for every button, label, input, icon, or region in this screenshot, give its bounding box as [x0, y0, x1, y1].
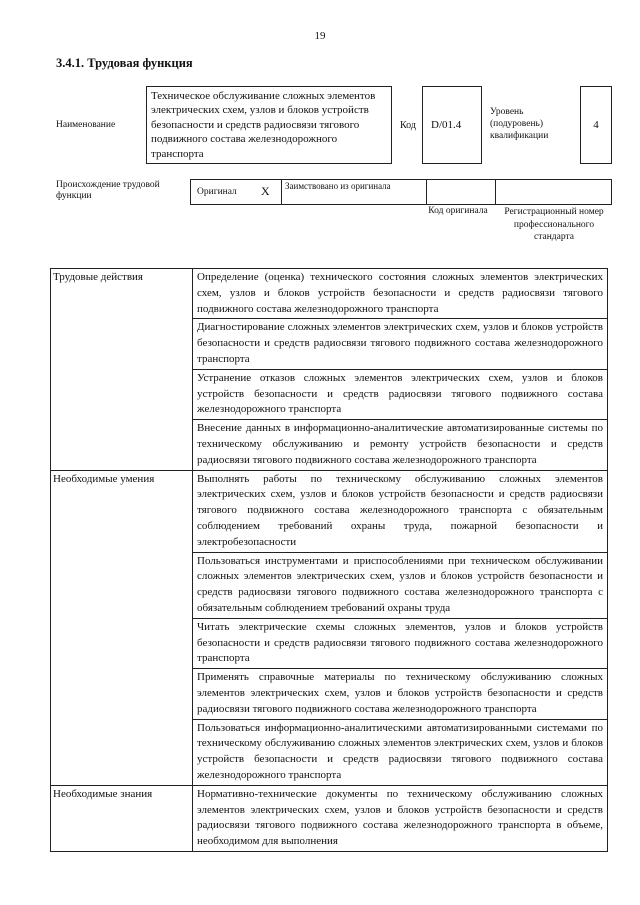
function-name-box: Техническое обслуживание сложных элементов электрических схем, узлов и блоков устройств безопасности и средств радиосвязи тягового подвижного состава железнодорожного транспорта [146, 86, 392, 164]
section-title: 3.4.1. Трудовая функция [56, 56, 193, 70]
origin-label: Происхождение трудовой функции [56, 180, 160, 201]
table-cell: Выполнять работы по техническому обслуживанию сложных элементов электрических схем, узлов и блоков устройств безопасности и средств радиосвязи тягового подвижного состава железнодорожного транспорта с обязательным соблюдением требований охраны труда, пожарной безопасности и электробезопасности [193, 470, 608, 552]
origin-row [190, 179, 612, 205]
reg-number-label: Регистрационный номер профессионального стандарта [504, 207, 604, 242]
reg-number-cell [495, 179, 612, 205]
name-label: Наименование [56, 120, 116, 130]
section-title-required-skills: Необходимые умения [51, 470, 193, 785]
table-cell: Диагностирование сложных элементов электрических схем, узлов и блоков устройств безопасности и средств радиосвязи тягового подвижного состава железнодорожного транспорта [193, 319, 608, 369]
table-row [51, 269, 608, 319]
code-label: Код [400, 120, 416, 131]
table-row [51, 785, 608, 851]
level-value-box: 4 [580, 86, 612, 164]
function-details-table [50, 268, 608, 852]
original-mark: X [261, 184, 270, 198]
table-row [51, 470, 608, 552]
table-cell: Пользоваться инструментами и приспособлениями при техническом обслуживании сложных элементов электрических схем, узлов и блоков устройств безопасности и средств радиосвязи тягового подвижного состава железнодорожного транспорта с обязательным соблюдением требований охраны труда [193, 552, 608, 618]
table-cell: Применять справочные материалы по техническому обслуживанию сложных элементов электрических схем, узлов и блоков устройств безопасности и средств радиосвязи тягового подвижного состава железнодорожного транспорта [193, 669, 608, 719]
code-original-cell [426, 179, 496, 205]
table-cell: Нормативно-технические документы по техническому обслуживанию сложных элементов электрических схем, узлов и блоков устройств безопасности и средств радиосвязи тягового подвижного состава железнодорожного транспорта в объеме, необходимом для выполнения [193, 785, 608, 851]
page-number: 19 [314, 30, 326, 42]
table-cell: Пользоваться информационно-аналитическими автоматизированными системами по техническому обслуживанию сложных элементов электрических схем, узлов и блоков устройств безопасности и средств радиосвязи тягового подвижного состава железнодорожного транспорта [193, 719, 608, 785]
code-value-box: D/01.4 [422, 86, 482, 164]
section-title-required-knowledge: Необходимые знания [51, 785, 193, 851]
code-original-label: Код оригинала [428, 206, 488, 216]
original-label: Оригинал [197, 187, 237, 197]
table-cell: Определение (оценка) технического состояния сложных элементов электрических схем, узлов и блоков устройств безопасности и средств радиосвязи тягового подвижного состава железнодорожного транспорта [193, 269, 608, 319]
table-cell: Внесение данных в информационно-аналитические автоматизированные системы по техническому обслуживанию и ремонту устройств безопасности и средств радиосвязи тягового подвижного состава железнодорожного транспорта [193, 420, 608, 470]
borrowed-cell: Заимствовано из оригинала [281, 179, 427, 205]
level-label: Уровень (подуровень) квалификации [490, 107, 549, 141]
table-cell: Устранение отказов сложных элементов электрических схем, узлов и блоков устройств безопасности и средств радиосвязи тягового подвижного состава железнодорожного транспорта [193, 369, 608, 419]
section-title-labor-actions: Трудовые действия [51, 269, 193, 471]
table-cell: Читать электрические схемы сложных элементов, узлов и блоков устройств безопасности и средств радиосвязи тягового подвижного состава железнодорожного транспорта [193, 618, 608, 668]
original-cell [190, 179, 282, 205]
